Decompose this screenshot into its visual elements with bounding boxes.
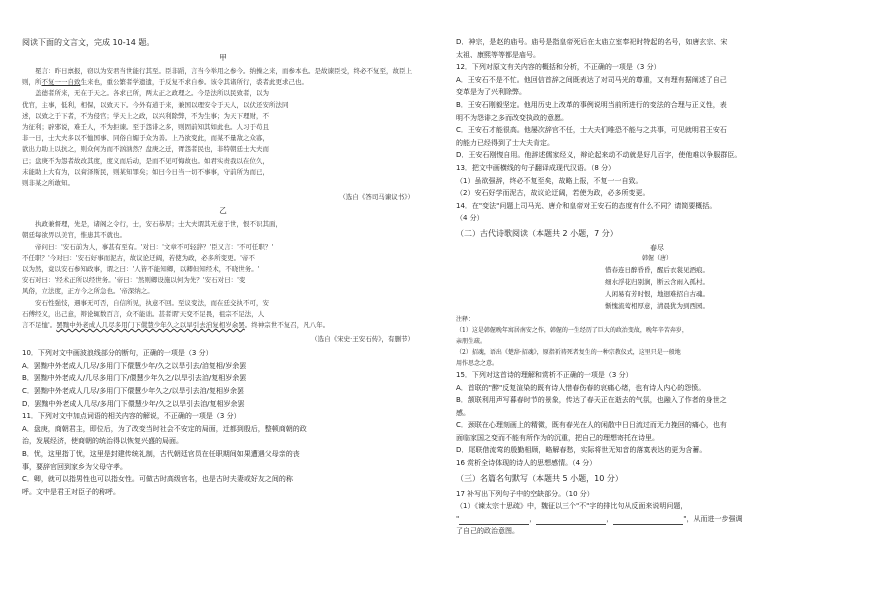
separator: ， xyxy=(606,514,614,523)
question-12-line[interactable]: C．王安石才能很高。他屡次辞官不任，士大夫们唯恐不能与之共事，可见就明君王安石 xyxy=(456,126,727,135)
question-14-stem: 14．在"变法"问题上司马光、唐介和皇帝对王安石的态度有什么不同？请简要概括。 xyxy=(456,201,717,210)
poem-author: 韩偓（唐） xyxy=(641,254,672,262)
jia-line: 优官，主事，低利，相保，以致天下。今外有道于来，兼国以理安令于天人，以伏还安所法同 xyxy=(22,100,289,109)
separator: ， xyxy=(529,514,537,523)
yi-line: 不任职？'今对曰：'安石好事而泥古，故议论迂阔，若使为政，必多所变更。'帝不 xyxy=(22,253,255,262)
open-quote: " xyxy=(456,514,460,523)
question-11-line: 事，要辞官回到家乡为父母守孝。 xyxy=(22,462,127,471)
question-13-stem: 13．把文中画横线的句子翻译成现代汉语。（8 分） xyxy=(456,163,616,172)
question-11-line[interactable]: B．忧，这里指丁忧，这里是封建传统礼制，古代朝廷官员在任职期间如果遭遇父母亲的丧 xyxy=(22,450,300,459)
yi-wavy-underlined-sentence: 罢黜中外老成人几尽多用门下儇慧少年久之以旱引去洎复相岁余罢 xyxy=(56,321,245,330)
jia-line: 盖德者所来，无在于天之。各求已所，两太正之政理之。今是法所以民致者，以为 xyxy=(35,89,269,98)
jia-line: 为征利；辟邪说，难壬人，不为拒谏。至于怨诽之多，则固前知其如此也。人习于苟且 xyxy=(22,123,269,132)
question-15-line: 感。 xyxy=(456,408,470,417)
question-15-line[interactable]: C．颈联在心理刻画上的精微，既有春光在人的闲散中日日流过而无力挽回的痛心，也有 xyxy=(456,421,727,430)
jia-line: 述，以致之于下者，不为侵官；学天上之政，以兴利除弊，不为生事；为天下理财，不 xyxy=(22,111,269,120)
question-12-line: 变革是为了兴利除弊。 xyxy=(456,88,526,97)
poem-line: 惭愧流莺相厚意，清晨犹为到西园。 xyxy=(605,301,709,310)
section-2-title: （二）古代诗歌阅读（本题共 2 小题，7 分） xyxy=(456,228,618,238)
yi-line: 安石性强忮，遇事无可否，自信所见，执意不回。至议变法，而在廷交执不可，安 xyxy=(35,298,269,307)
question-14-points: （4 分） xyxy=(456,214,484,223)
note-line: 亲朋生疏。 xyxy=(456,337,487,345)
left-column xyxy=(22,36,424,498)
jia-text-b: 。是故谏臣受，终必不复至，故臣上则，所 xyxy=(22,67,412,87)
question-10-option-b[interactable]: B．罢黜中外老成人/几尽多用门下/儇慧少年久之/以旱引去洎/复相岁余罢 xyxy=(22,374,247,383)
close-quote-text: "，从而进一步强调 xyxy=(683,514,743,523)
yi-text-end: 。终神宗世不复召，凡八年。 xyxy=(244,321,330,330)
question-12-line[interactable]: B．王安石刚毅坚定。他用历史上改革的事例说明当前所进行的变法的合理与正义性，表 xyxy=(456,100,727,109)
right-column xyxy=(456,36,858,538)
passage-yi-label: 乙 xyxy=(219,206,227,216)
answer-blank-3[interactable] xyxy=(613,516,683,525)
jia-line: 非一日，士大夫多以不恤国事、同俗自媚于众为善。上乃欲变此，而某不量敌之众寡， xyxy=(22,134,269,143)
question-10-stem: 10．下列对文中画波浪线部分的断句，正确的一项是（3 分） xyxy=(22,349,213,358)
passage-jia-label: 甲 xyxy=(219,53,227,62)
question-12-stem: 12．下列对原文有关内容的概括和分析，不正确的一项是（3 分） xyxy=(456,63,661,72)
question-15-line[interactable]: B．颔联利用声写暮春时节的景象，传达了春天正在逝去的气氛，也融入了作者的身世之 xyxy=(456,396,727,405)
answer-blank-2[interactable] xyxy=(536,516,606,525)
yi-line: 风俗，立法度，正方今之所急也。'帝深纳之。 xyxy=(22,287,154,296)
yi-line: 朝廷每欲畀以美官，惟患其不就也。 xyxy=(22,231,126,240)
jia-text-a: 冕言：昨日禀报，窃以为安君当世能行其至。臣非蹈，言当今举用之参今。纳操之来，而参本也 xyxy=(35,67,308,75)
notes-label: 注释： xyxy=(456,315,475,323)
passage-yi-source: （选自《宋史·王安石传》，有删节） xyxy=(311,335,414,344)
yi-line: 执政兼督理，先是，诸阁之令行，士，安石恭厚；士大夫谓其无意于世，恨不识其面， xyxy=(35,220,282,229)
jia-line: 则非某之所敢知。 xyxy=(22,179,74,188)
yi-text: 言不足恤'。 xyxy=(22,321,57,330)
passage-jia-paragraph-1 xyxy=(22,66,424,88)
jia-line: 未能助上大有为，以膏泽斯民，则某知罪矣；如曰今日当一切不事事，守前所为而已， xyxy=(22,167,269,176)
question-11-line[interactable]: A．盘庚，商朝君主，即位后，为了改变当时社会不安定的局面，迁都到殷后，整顿商朝的政 xyxy=(22,424,307,433)
passage-jia-source: （选自《答司马谏议书》） xyxy=(339,193,414,202)
question-10-option-a[interactable]: A．罢黜中外老成人几尽/多用门下儇慧少年/久之以旱引去/洎复相/岁余罢 xyxy=(22,361,247,370)
question-11-line[interactable]: C．卿，就可以指男性也可以指女性。可做古时高级官名，也是古时夫妻或好友之间的称 xyxy=(22,475,293,484)
jia-line: 欲出力助上以抗之，则众何为而不汹汹然？盘庚之迁，胥怨者民也，非特朝廷士大夫而 xyxy=(22,145,269,154)
question-12-line[interactable]: D．王安石刚愎自用。他辞述儒家经义，辩论起来动不动就是好几百字，使他难以争服群臣。 xyxy=(456,151,742,160)
question-11-line: 治，发展经济，使商朝的统治得以恢复兴盛的局面。 xyxy=(22,437,183,446)
poem-title: 春尽 xyxy=(650,243,664,252)
yi-line: 安石对曰：'经术正所以经世务。'帝曰：'然则卿设施以何为先？'安石对曰：'变 xyxy=(22,276,246,285)
yi-line: 以为然，竟以安石参知政事，谓之曰：'人皆不能知卿，以卿但知经术，不晓世务。' xyxy=(22,265,260,274)
question-13-item-1: （1）虽欲强辞，终必不复至矣，故略上报，不复一一自致。 xyxy=(456,176,643,185)
jia-line: 已；盘庚不为怨者故改其度，度义而后动，是而不见可悔故也。如君实责我以在位久， xyxy=(22,156,269,165)
note-line: （2）招魂，语出《楚辞·招魂》，原指祈祷死者复生的一种宗教仪式，这里只是一般地 xyxy=(456,348,681,356)
poem-line: 细水浮花归别涧，断云含雨入孤村。 xyxy=(605,277,709,286)
jia-underlined-sentence: 不复一一自致 xyxy=(41,78,81,87)
question-15-line[interactable]: A．首联的"醉"反复渲染的既有诗人惜春伤春的哀痛心绪，也有诗人内心的怨愤。 xyxy=(456,383,706,392)
question-17-item-1: （1）《谏太宗十思疏》中，魏征以三个"不"字的排比句从反面来说明问题， xyxy=(456,502,688,511)
passage-yi-body xyxy=(22,219,424,331)
question-10-option-c[interactable]: C．罢黜中外老成人几尽/多用门下儇慧少年久之/以旱引去洎/复相岁余罢 xyxy=(22,387,244,396)
passage-intro: 阅读下面的文言文，完成 10-14 题。 xyxy=(22,38,155,47)
jia-text-d: 不求自参。该令其诸所行，裘者此更求己也。 xyxy=(178,78,308,87)
poem-line: 人闲易有芳时恨，地迥难招自古魂。 xyxy=(605,289,709,298)
jia-text-c: 生来也，重公繁者学遗遗，于反复 xyxy=(80,78,178,87)
poem-line: 惜春连日醉昏昏，醒后衣裳见酒痕。 xyxy=(605,265,709,274)
yi-line: 帝问曰：'安石前为人，事甚有至有。'对曰：'文章不可轻辞？'臣又言：'不可任职？' xyxy=(35,242,274,251)
question-11-stem: 11．下列对文中加点词语的相关内容的解说，不正确的一项是（3 分） xyxy=(22,412,241,421)
question-15-stem: 15．下列对这首诗的理解和赏析不正确的一项是（3 分） xyxy=(456,370,633,379)
question-15-line: 面临家国之变而不能有所作为的沉重，把自己的理想寄托在诗里。 xyxy=(456,433,659,442)
question-12-line[interactable]: A．王安石不是不忙。他回信首辞之间既表达了对司马光的尊重，又有理有据阐述了自己 xyxy=(456,75,727,84)
section-3-title: （三）名篇名句默写（本题共 5 小题，10 分） xyxy=(456,473,623,483)
question-17-stem: 17 补写出下列句子中的空缺部分。（10 分） xyxy=(456,489,594,498)
question-11-line: 呼。文中是君王对臣子的称呼。 xyxy=(22,487,120,496)
question-16-stem: 16 赏析全诗体现的诗人的思想感情。（4 分） xyxy=(456,459,597,468)
yi-line: 石傅经义，出己意，辩论辄数百言，众不能诎。甚者谓'天变不足畏，祖宗不足法，人 xyxy=(22,309,265,318)
question-17-fill-line xyxy=(456,513,858,526)
question-15-line[interactable]: D．尾联借流莺的殷勤相顾，略解春愁，实际将世无知音的落寞表达的更为含蓄。 xyxy=(456,446,707,455)
question-13-item-2: （2）安石好学而泥古，故议论迂阔，若使为政，必多所变更。 xyxy=(456,189,650,198)
passage-jia-paragraph-2 xyxy=(22,88,424,189)
yi-line xyxy=(22,320,424,331)
note-line: （1）这是韩偓晚年寓居南安之作，韩偓的一生经历了巨大的政治变故，晚年辛苦奔岁， xyxy=(456,326,688,334)
question-10-option-d[interactable]: D．罢黜中外老成人几尽/多用门下儇慧少年/久之以旱引去洎/复相岁余罢 xyxy=(22,399,245,408)
question-17-item-1-end: 了自己的政治意图。 xyxy=(456,527,519,536)
note-line: 用作思念之意。 xyxy=(456,359,499,367)
answer-blank-1[interactable] xyxy=(459,516,529,525)
question-12-line: 明不为怨诽之多而改变执政的意愿。 xyxy=(456,113,568,122)
question-12-line: 的能力已经得到了士大夫肯定。 xyxy=(456,138,554,147)
question-11-option-d-cont: 太祖、康熙等等都是庙号。 xyxy=(456,50,540,59)
question-11-option-d[interactable]: D．神宗，是赵的庙号。庙号是指皇帝死后在太庙立室奉祀时特起的名号，如唐玄宗、宋 xyxy=(456,38,728,46)
